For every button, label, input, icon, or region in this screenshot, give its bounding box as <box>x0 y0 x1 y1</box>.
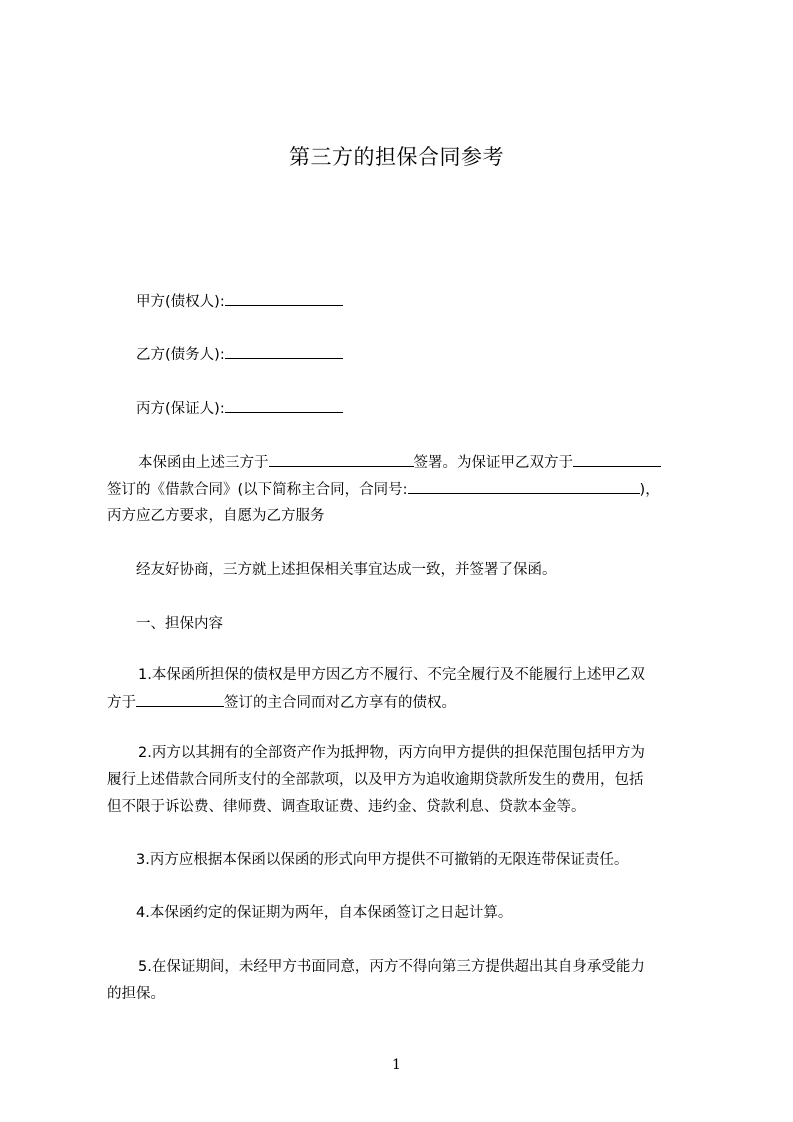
clause-1-date-blank <box>136 692 224 707</box>
party-a-line <box>136 291 343 312</box>
clause-1-line-2 <box>107 692 456 713</box>
party-b-blank <box>225 344 343 359</box>
page-number: 1 <box>392 1057 401 1073</box>
clause-2-line-2: 履行上述借款合同所支付的全部款项，以及甲方为追收逾期贷款所发生的费用，包括 <box>107 772 644 788</box>
clause-5-line-2: 的担保。 <box>107 986 165 1002</box>
clause-2-line-1: 2.丙方以其拥有的全部资产作为抵押物，丙方向甲方提供的担保范围包括甲方为 <box>138 745 645 761</box>
party-c-blank <box>225 398 343 413</box>
document-title: 第三方的担保合同参考 <box>289 145 504 169</box>
intro-text-2a: 签订的《借款合同》(以下简称主合同，合同号: <box>107 482 408 498</box>
intro-line-1 <box>138 452 661 473</box>
intro-text-1b: 签署。为保证甲乙双方于 <box>413 455 573 471</box>
clause-2-line-3: 但不限于诉讼费、律师费、调查取证费、违约金、贷款利息、贷款本金等。 <box>107 799 586 815</box>
party-a-blank <box>225 291 343 306</box>
intro-text-1a: 本保函由上述三方于 <box>138 455 269 471</box>
clause-1-text-b: 签订的主合同而对乙方享有的债权。 <box>224 695 456 711</box>
intro-contract-date-blank <box>573 452 661 467</box>
intro-line-3: 丙方应乙方要求，自愿为乙方服务 <box>107 508 325 524</box>
party-c-label: 丙方(保证人): <box>136 401 225 417</box>
clause-1-text-a: 方于 <box>107 695 136 711</box>
clause-3: 3.丙方应根据本保函以保函的形式向甲方提供不可撤销的无限连带保证责任。 <box>136 852 629 868</box>
consult-paragraph: 经友好协商，三方就上述担保相关事宜达成一致，并签署了保函。 <box>136 562 557 578</box>
clause-5-line-1: 5.在保证期间，未经甲方书面同意，丙方不得向第三方提供超出其自身承受能力 <box>138 959 645 975</box>
intro-line-2 <box>107 479 660 500</box>
intro-signing-date-blank <box>269 452 414 467</box>
clause-1-line-1: 1.本保函所担保的债权是甲方因乙方不履行、不完全履行及不能履行上述甲乙双 <box>138 667 645 683</box>
section-1-heading: 一、担保内容 <box>136 616 223 632</box>
intro-text-2b: )， <box>639 482 660 498</box>
party-b-line <box>136 344 343 365</box>
clause-4: 4.本保函约定的保证期为两年，自本保函签订之日起计算。 <box>136 905 513 921</box>
party-a-label: 甲方(债权人): <box>136 294 225 310</box>
party-b-label: 乙方(债务人): <box>136 347 225 363</box>
party-c-line <box>136 398 343 419</box>
contract-number-blank <box>408 479 640 494</box>
